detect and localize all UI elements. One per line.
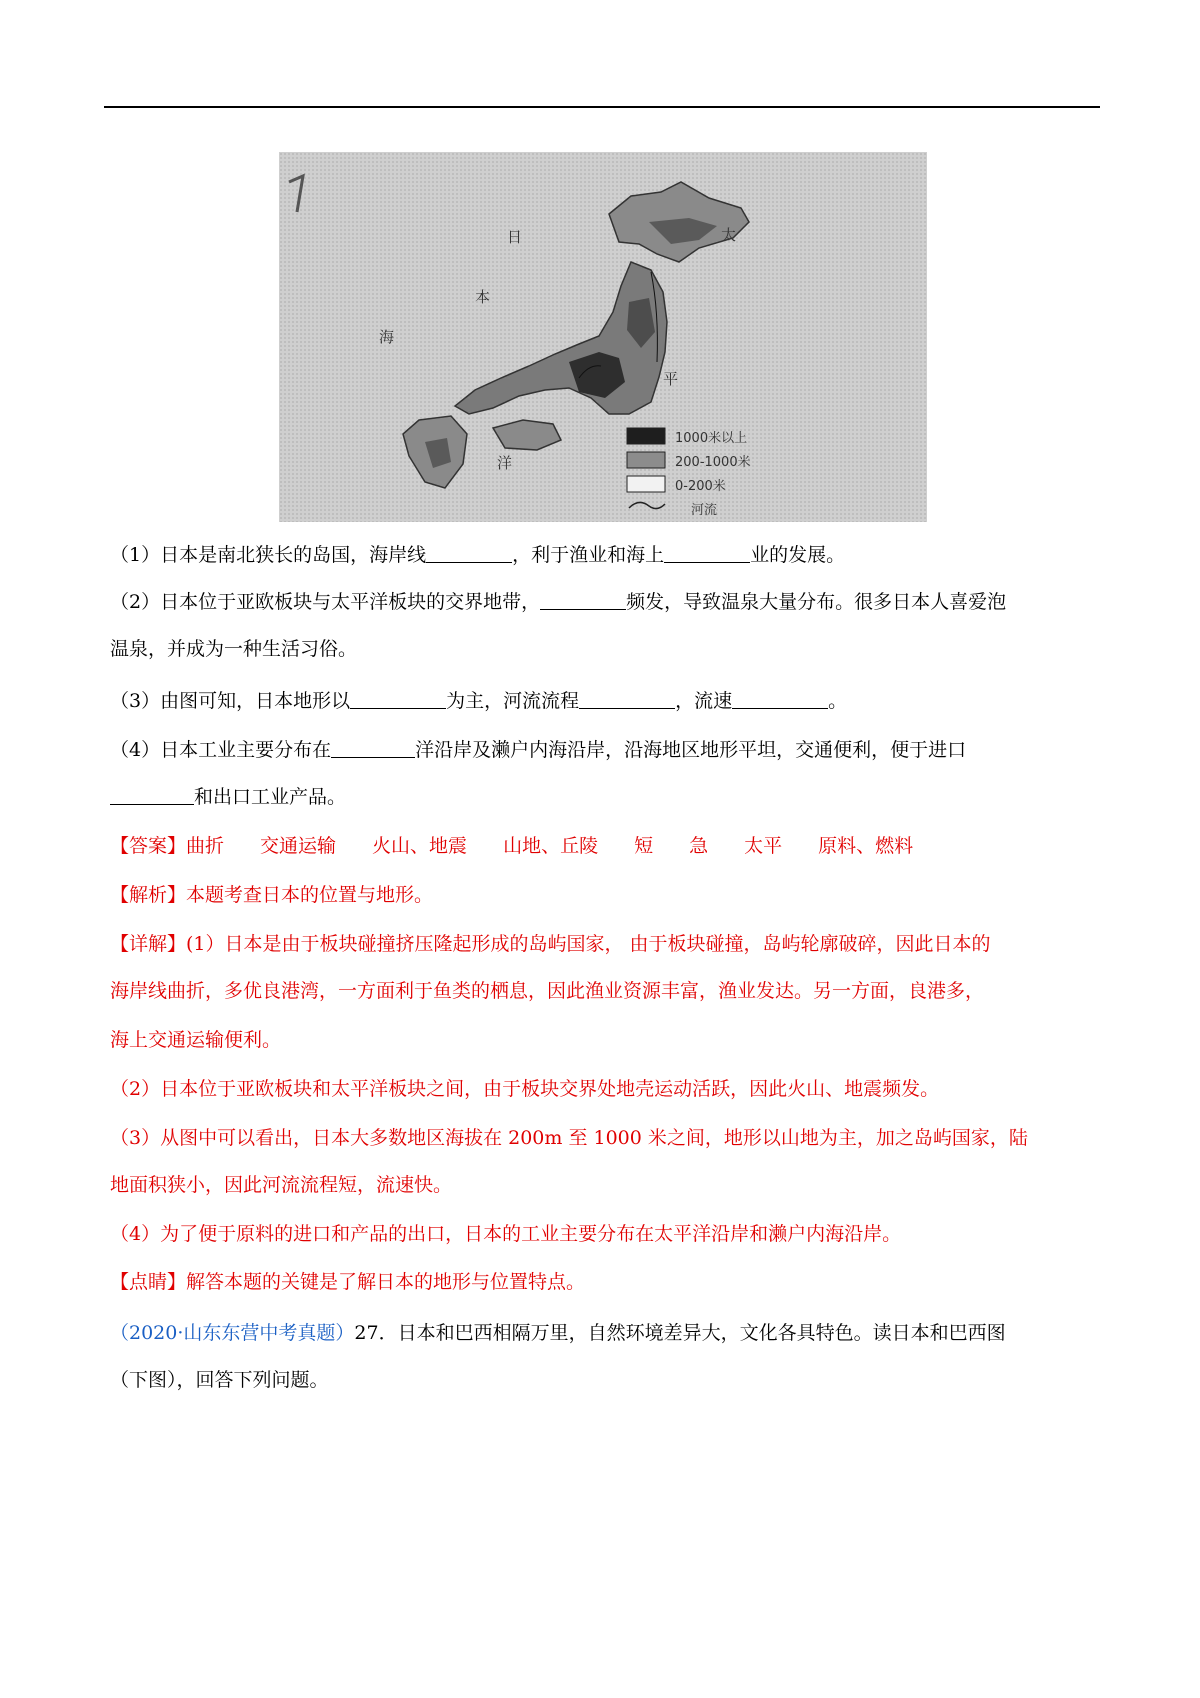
shikoku-island — [493, 420, 561, 450]
legend-river-symbol — [629, 502, 665, 508]
blank — [110, 786, 194, 805]
sea-label: 太 — [721, 226, 737, 244]
answer-item: 山地、丘陵 — [503, 835, 599, 857]
blank — [331, 739, 415, 758]
detail-p1-l2: 海岸线曲折，多优良港湾，一方面利于鱼类的栖息，因此渔业资源丰富，渔业发达。另一方面，良港多， — [110, 980, 985, 1002]
answer-item: 急 — [689, 835, 709, 857]
question-1: （1）日本是南北狭长的岛国，海岸线 ，利于渔业和海上 业的发展。 — [110, 544, 846, 566]
question-2: （2）日本位于亚欧板块与太平洋板块的交界地带， 频发，导致温泉大量分布。很多日本人喜爱泡 — [110, 591, 1007, 613]
answer-line — [110, 834, 949, 858]
question-2-cont: 温泉，并成为一种生活习俗。 — [110, 638, 358, 660]
sea-label: 日 — [507, 228, 523, 246]
sea-label: 平 — [663, 370, 679, 388]
legend-label: 200-1000米 — [675, 455, 751, 470]
detail-p1: 【详解】(1）日本是由于板块碰撞挤压隆起形成的岛屿国家， 由于板块碰撞，岛屿轮廓破碎，因此日本的 — [110, 933, 991, 955]
map-legend — [627, 428, 751, 518]
tip-text: 解答本题的关键是了解日本的地形与位置特点。 — [186, 1271, 586, 1293]
answer-item: 短 — [634, 835, 654, 857]
next-question-cont: （下图），回答下列问题。 — [110, 1369, 329, 1391]
sea-label: 洋 — [497, 454, 513, 472]
legend-label: 1000米以上 — [675, 431, 748, 446]
tip-line — [110, 1270, 585, 1294]
legend-label: 0-200米 — [675, 479, 726, 494]
answer-item: 原料、燃料 — [818, 835, 914, 857]
detail-p3: （3）从图中可以看出，日本大多数地区海拔在 200m 至 1000 米之间，地形以山地为主，加之岛屿国家，陆 — [110, 1127, 1028, 1149]
legend-swatch-mid — [627, 452, 665, 468]
header-rule — [104, 106, 1100, 108]
answer-item: 火山、地震 — [372, 835, 468, 857]
legend-label: 河流 — [691, 503, 718, 518]
blank — [579, 690, 675, 709]
blank — [664, 544, 750, 563]
sea-label: 海 — [379, 328, 395, 346]
next-question: （2020·山东东营中考真题）27．日本和巴西相隔万里，自然环境差异大，文化各具特色。读日本和巴西图 — [110, 1322, 1006, 1344]
detail-p1-l3: 海上交通运输便利。 — [110, 1029, 282, 1051]
question-source: （2020·山东东营中考真题） — [110, 1322, 355, 1344]
detail-p4: （4）为了便于原料的进口和产品的出口，日本的工业主要分布在太平洋沿岸和濑户内海沿岸。 — [110, 1223, 902, 1245]
detail-label: 【详解】 — [110, 933, 187, 955]
blank — [426, 544, 512, 563]
question-4-cont: 和出口工业产品。 — [110, 785, 346, 809]
analysis-text: 本题考查日本的位置与地形。 — [186, 884, 434, 906]
sea-label: 本 — [475, 288, 491, 306]
blank — [732, 690, 828, 709]
analysis-line — [110, 883, 433, 907]
answer-label: 【答案】 — [110, 835, 187, 857]
legend-swatch-low — [627, 476, 665, 492]
blank — [540, 591, 626, 610]
question-3: （3）由图可知，日本地形以 为主，河流流程 ，流速 。 — [110, 690, 848, 712]
answer-item: 太平 — [744, 835, 783, 857]
map-drawing — [279, 152, 927, 522]
tip-label: 【点睛】 — [110, 1271, 187, 1293]
detail-p3-l2: 地面积狭小，因此河流流程短，流速快。 — [110, 1174, 453, 1196]
japan-terrain-map — [279, 152, 927, 522]
answer-item: 交通运输 — [260, 835, 337, 857]
answer-item: 曲折 — [186, 835, 225, 857]
question-4: （4）日本工业主要分布在 洋沿岸及濑户内海沿岸，沿海地区地形平坦，交通便利，便于进口 — [110, 739, 967, 761]
analysis-label: 【解析】 — [110, 884, 187, 906]
blank — [350, 690, 446, 709]
legend-swatch-high — [627, 428, 665, 444]
detail-p2: （2）日本位于亚欧板块和太平洋板块之间，由于板块交界处地壳运动活跃，因此火山、地震频发。 — [110, 1078, 940, 1100]
